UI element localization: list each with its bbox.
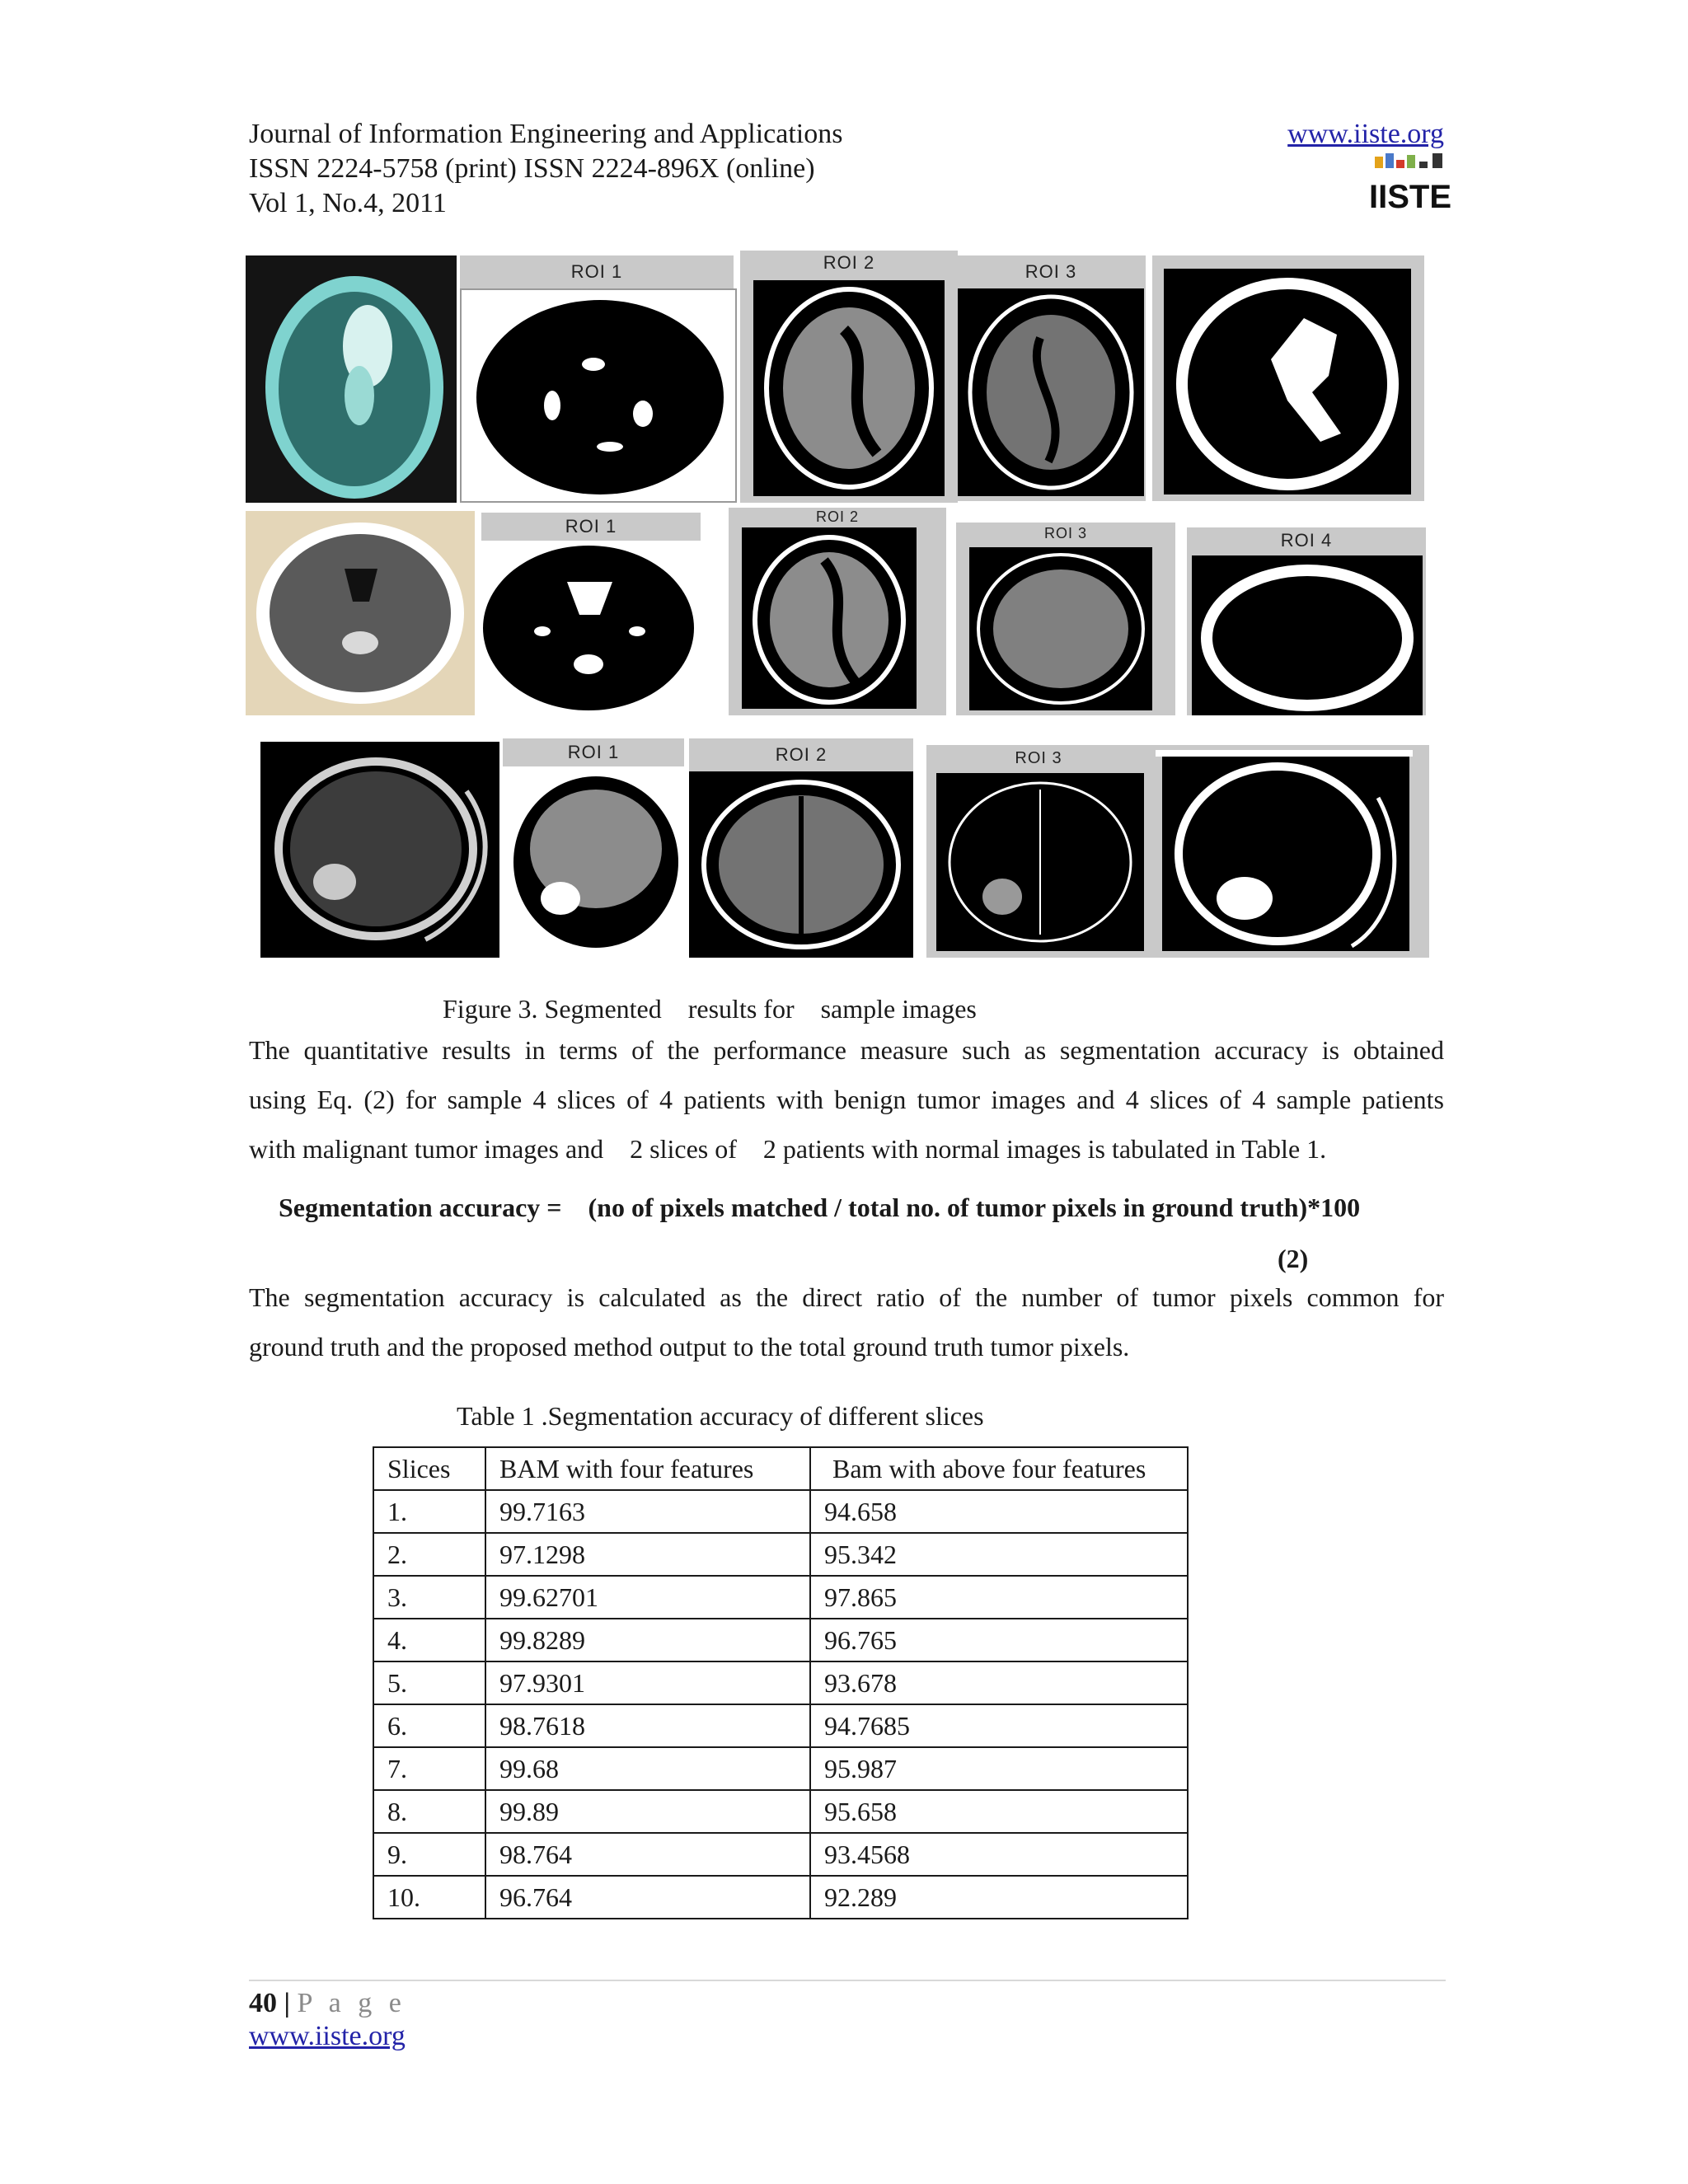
table-cell: 99.7163	[485, 1490, 810, 1533]
table-cell: 99.89	[485, 1790, 810, 1833]
table-row	[373, 1533, 1188, 1576]
table-row	[373, 1790, 1188, 1833]
table-cell: 96.764	[485, 1876, 810, 1919]
table-cell: 4.	[373, 1619, 485, 1661]
table-cell: 99.8289	[485, 1619, 810, 1661]
roi-label: ROI 2	[740, 251, 958, 275]
roi-3-panel-row2	[969, 547, 1152, 710]
paragraph-line: The quantitative results in terms of the performance measure such as segmentation accuracy is obtained	[249, 1035, 1444, 1065]
table-cell: 6.	[373, 1704, 485, 1747]
roi-1-panel-row2	[476, 541, 701, 715]
table-cell: 93.4568	[810, 1833, 1188, 1876]
roi-2-panel	[753, 280, 945, 496]
table-cell: 95.987	[810, 1747, 1188, 1790]
roi-3-panel-row3	[936, 773, 1144, 951]
issn-line: ISSN 2224-5758 (print) ISSN 2224-896X (online)	[249, 153, 815, 184]
paragraph-line: The segmentation accuracy is calculated as the direct ratio of the number of tumor pixels common for	[249, 1282, 1444, 1312]
table-cell: 8.	[373, 1790, 485, 1833]
roi-1-panel-row3	[503, 766, 689, 958]
iiste-logo	[1368, 153, 1452, 216]
roi-4-panel	[1164, 269, 1411, 494]
paragraph-line: using Eq. (2) for sample 4 slices of 4 patients with benign tumor images and 4 slices of 4 sample patients	[249, 1085, 1444, 1114]
column-header: BAM with four features	[485, 1447, 810, 1490]
table-row	[373, 1619, 1188, 1661]
page-separator: |	[284, 1988, 290, 2018]
roi-label: ROI 3	[926, 745, 1151, 771]
table-row	[373, 1876, 1188, 1919]
roi-4-panel-row2	[1192, 555, 1423, 715]
running-header	[249, 117, 842, 221]
table-cell: 96.765	[810, 1619, 1188, 1661]
column-header: Slices	[373, 1447, 485, 1490]
page-word: P a g e	[297, 1988, 406, 2018]
roi-label: ROI 1	[460, 255, 734, 288]
footer-url-link[interactable]: www.iiste.org	[249, 2021, 406, 2051]
table-cell: 10.	[373, 1876, 485, 1919]
table-cell: 9.	[373, 1833, 485, 1876]
roi-label: ROI 4	[1187, 527, 1426, 554]
equation-number: (2)	[1278, 1244, 1309, 1273]
table-cell: 1.	[373, 1490, 485, 1533]
roi-3-panel	[958, 288, 1144, 496]
table-row	[373, 1747, 1188, 1790]
table-cell: 95.342	[810, 1533, 1188, 1576]
roi-2-panel-row2	[742, 527, 917, 709]
journal-title: Journal of Information Engineering and Applications	[249, 119, 843, 149]
page-number: 40	[249, 1988, 277, 2018]
table-cell: 99.62701	[485, 1576, 810, 1619]
table-cell: 94.7685	[810, 1704, 1188, 1747]
ct-scan-image-1	[246, 255, 457, 503]
table-cell: 3.	[373, 1576, 485, 1619]
table-cell: 92.289	[810, 1876, 1188, 1919]
table-cell: 99.68	[485, 1747, 810, 1790]
accuracy-table	[373, 1446, 1189, 1919]
table-cell: 2.	[373, 1533, 485, 1576]
roi-4-top-strip	[1156, 750, 1413, 757]
figure-caption: Figure 3. Segmented results for sample images	[443, 994, 977, 1024]
table-cell: 98.764	[485, 1833, 810, 1876]
table-cell: 97.9301	[485, 1661, 810, 1704]
table-row	[373, 1833, 1188, 1876]
footer-divider	[249, 1980, 1446, 1981]
table-cell: 5.	[373, 1661, 485, 1704]
roi-label: ROI 1	[481, 513, 701, 541]
page-footer	[249, 1986, 406, 2021]
roi-label: ROI 1	[503, 738, 684, 766]
roi-4-panel-row3	[1162, 757, 1409, 951]
roi-label: ROI 3	[956, 255, 1146, 288]
svg-text:IISTE: IISTE	[1368, 179, 1452, 215]
roi-label: ROI 2	[729, 508, 946, 526]
paragraph-line: ground truth and the proposed method output to the total ground truth tumor pixels.	[249, 1332, 1130, 1361]
volume-line: Vol 1, No.4, 2011	[249, 188, 447, 218]
roi-label: ROI 2	[689, 738, 913, 771]
table-cell: 7.	[373, 1747, 485, 1790]
table-caption: Table 1 .Segmentation accuracy of different slices	[457, 1401, 984, 1431]
table-cell: 95.658	[810, 1790, 1188, 1833]
roi-2-panel-row3	[689, 771, 913, 958]
table-cell: 97.1298	[485, 1533, 810, 1576]
table-cell: 94.658	[810, 1490, 1188, 1533]
table-row	[373, 1704, 1188, 1747]
ct-scan-image-3	[260, 742, 499, 958]
table-row	[373, 1576, 1188, 1619]
roi-1-panel	[460, 288, 737, 503]
table-cell: 98.7618	[485, 1704, 810, 1747]
table-cell: 93.678	[810, 1661, 1188, 1704]
paragraph-line: with malignant tumor images and 2 slices of 2 patients with normal images is tabulated in Table 1.	[249, 1134, 1327, 1164]
column-header: Bam with above four features	[810, 1447, 1188, 1490]
table-row	[373, 1490, 1188, 1533]
roi-label: ROI 3	[956, 523, 1175, 544]
ct-scan-image-2	[246, 511, 475, 715]
table-header-row	[373, 1447, 1188, 1490]
equation: Segmentation accuracy = (no of pixels matched / total no. of tumor pixels in ground truth)*100	[279, 1193, 1361, 1222]
table-cell: 97.865	[810, 1576, 1188, 1619]
table-row	[373, 1661, 1188, 1704]
header-url-link[interactable]: www.iiste.org	[1287, 119, 1444, 149]
